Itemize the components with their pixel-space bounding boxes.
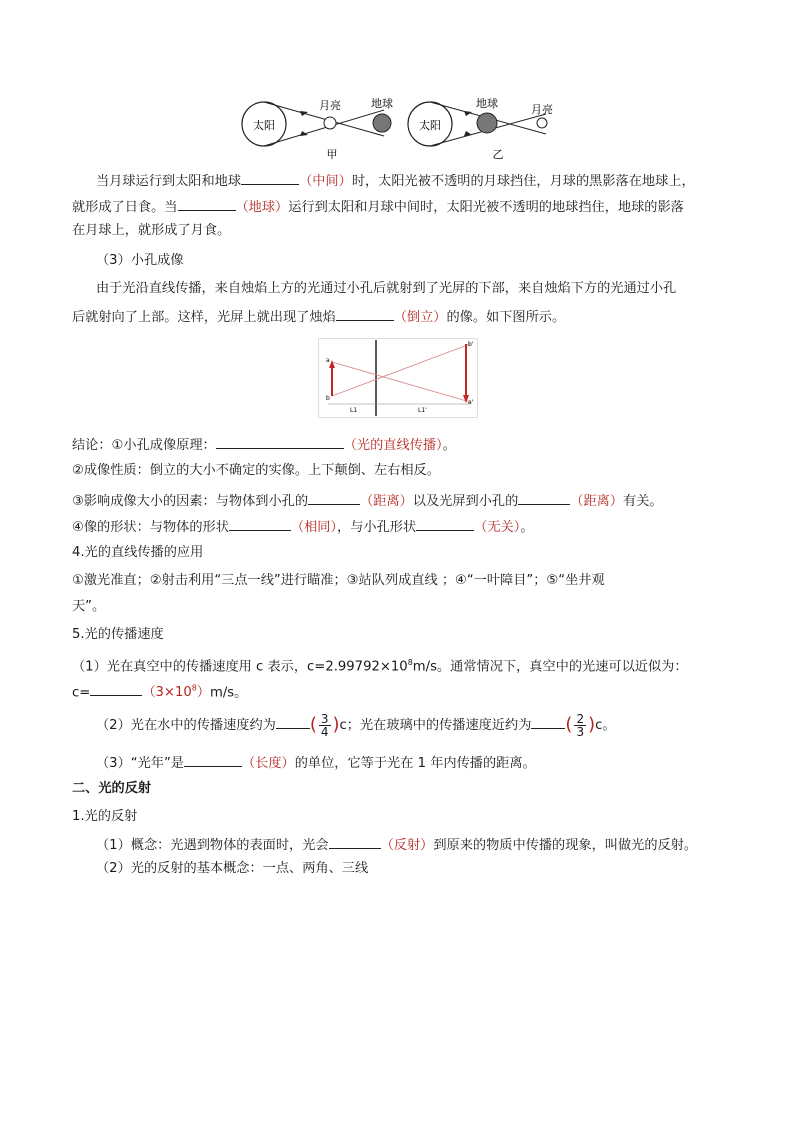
conclusion-3: ③影响成像大小的因素：与物体到小孔的 （距离）以及光屏到小孔的 （距离）有关。	[72, 490, 663, 511]
paragraph-pinhole-1: 由于光沿直线传播，来自烛焰上方的光通过小孔后就射到了光屏的下部，来自烛焰下方的光通过小孔	[96, 281, 677, 296]
sun-label-right: 太阳	[419, 119, 441, 132]
eclipse-diagram	[236, 92, 566, 164]
paragraph-pinhole-2: 后就射向了上部。这样，光屏上就出现了烛焰 （倒立）的像。如下图所示。	[72, 306, 565, 327]
section-reflection-title: 二、光的反射	[72, 781, 152, 796]
speed-water-glass: （2）光在水中的传播速度约为 ( $\frac{3}{4}$ )c；光在玻璃中的传播速度近约为 ( $\frac{2}{3}$ )c。	[96, 711, 616, 739]
label-b: b	[326, 395, 330, 402]
reflection-subtitle: 1.光的反射	[72, 809, 138, 824]
paragraph-lunar-eclipse-end: 在月球上，就形成了月食。	[72, 223, 231, 238]
section-4-title: 4.光的直线传播的应用	[72, 545, 204, 560]
label-a-prime: a'	[468, 399, 474, 406]
section-4-content: ①激光准直；②射击利用“三点一线”进行瞄准；③站队列成直线 ；④“一叶障目”；⑤“坐井观	[72, 573, 605, 588]
speed-vacuum-answer: $c= (3\times 10^8)m/s$。	[72, 680, 247, 702]
moon-label-left: 月亮	[319, 99, 341, 112]
label-b-prime: b'	[468, 341, 474, 348]
caption-right: 乙	[492, 148, 504, 161]
label-a: a	[326, 357, 330, 364]
reflection-concept: （1）概念：光遇到物体的表面时，光会 （反射）到原来的物质中传播的现象，叫做光的反射。	[72, 834, 697, 855]
label-l1-prime: L1'	[418, 407, 427, 414]
label-l1: L1	[350, 407, 358, 414]
speed-vacuum: （1）光在真空中的传播速度用 c 表示，$c=2.99792\times 10^8m/s$。通常情况下，真空中的光速可以近似为：	[72, 658, 688, 675]
paragraph-solar-eclipse: 当月球运行到太阳和地球 （中间）时，太阳光被不透明的月球挡住，月球的黑影落在地球上，	[72, 170, 695, 191]
paragraph-lunar-eclipse: 就形成了日食。当 （地球）运行到太阳和月球中间时，太阳光被不透明的地球挡住，地球的影落	[72, 196, 684, 217]
section-4-content-end: 天”。	[72, 599, 106, 614]
earth-label-right: 地球	[476, 97, 498, 110]
conclusion-4: ④像的形状：与物体的形状 （相同），与小孔形状 （无关）。	[72, 516, 534, 537]
section-5-title: 5.光的传播速度	[72, 627, 164, 642]
sun-label-left: 太阳	[253, 119, 275, 132]
conclusion-2: ②成像性质：倒立的大小不确定的实像。上下颠倒、左右相反。	[72, 463, 440, 478]
reflection-basics: （2）光的反射的基本概念：一点、两角、三线	[96, 861, 369, 876]
caption-left: 甲	[326, 148, 338, 161]
moon-label-right: 月亮	[531, 103, 553, 116]
heading-pinhole: （3）小孔成像	[96, 253, 184, 268]
earth-label-left: 地球	[371, 97, 393, 110]
light-year: （3）“光年”是 （长度）的单位，它等于光在 1 年内传播的距离。	[72, 752, 536, 773]
conclusion-1: 结论：①小孔成像原理： （光的直线传播）。	[72, 434, 456, 455]
pinhole-diagram	[318, 338, 478, 418]
